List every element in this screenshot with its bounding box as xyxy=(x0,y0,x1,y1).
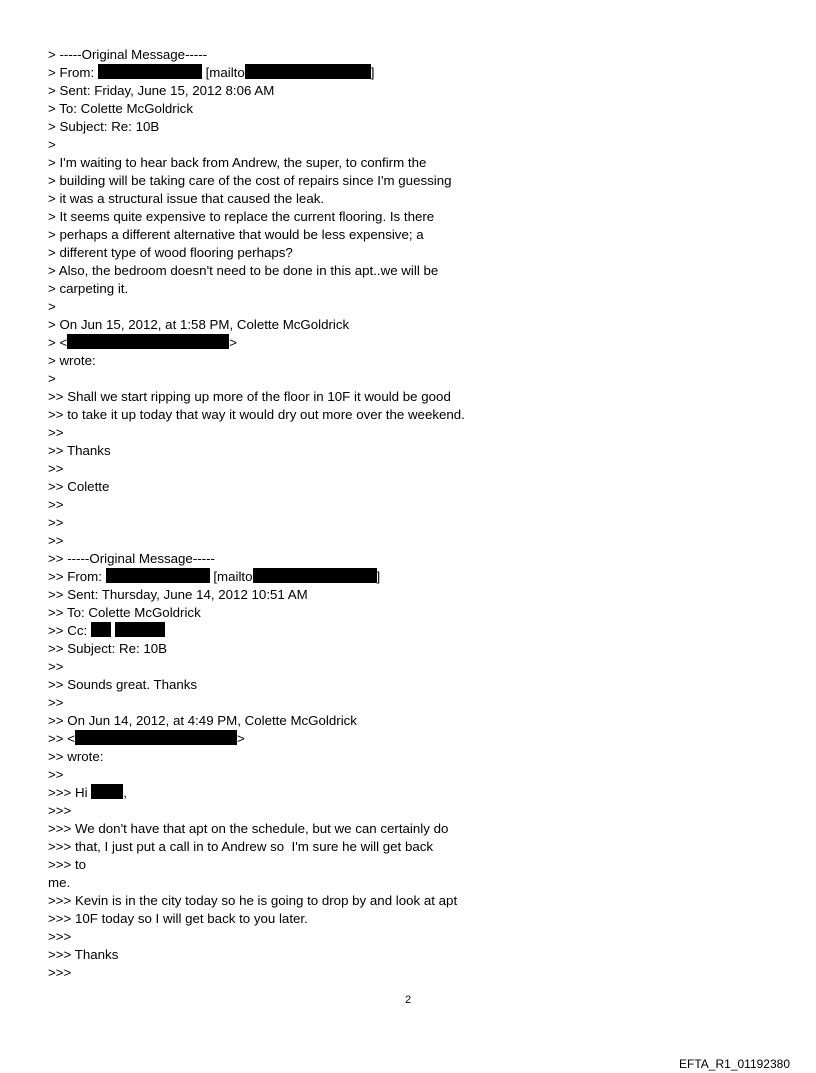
text-line: >> Shall we start ripping up more of the floor in 10F it would be good xyxy=(48,389,451,404)
text-segment: [mailto xyxy=(213,569,253,584)
text-line: >> wrote: xyxy=(48,749,104,764)
text-line: >> xyxy=(48,695,64,710)
text-line: > Sent: Friday, June 15, 2012 8:06 AM xyxy=(48,83,275,98)
text-segment: > xyxy=(229,335,237,350)
text-line: >> xyxy=(48,515,64,530)
text-segment: ] xyxy=(370,65,375,80)
text-line: >> xyxy=(48,425,64,440)
text-line: > Subject: Re: 10B xyxy=(48,119,160,134)
text-line: >> -----Original Message----- xyxy=(48,551,215,566)
text-segment: > < xyxy=(48,335,68,350)
text-line: >> Subject: Re: 10B xyxy=(48,641,168,656)
text-segment: > From: xyxy=(48,65,95,80)
text-line: >>> 10F today so I will get back to you later. xyxy=(48,911,308,926)
from-line xyxy=(48,64,788,82)
email-address-line xyxy=(48,730,788,748)
text-line: >> to take it up today that way it would dry out more over the weekend. xyxy=(48,407,465,422)
text-line: >>> We don't have that apt on the schedule, but we can certainly do xyxy=(48,821,449,836)
email-address-line xyxy=(48,334,788,352)
text-line: >> Sounds great. Thanks xyxy=(48,677,198,692)
text-line: > carpeting it. xyxy=(48,281,129,296)
redaction-block xyxy=(245,64,371,79)
text-line: > On Jun 15, 2012, at 1:58 PM, Colette McGoldrick xyxy=(48,317,350,332)
text-line: >> xyxy=(48,767,64,782)
text-line: >> xyxy=(48,533,64,548)
email-thread-body xyxy=(48,46,788,982)
text-line: >>> Thanks xyxy=(48,947,119,962)
page-number: 2 xyxy=(404,994,412,1006)
text-segment: >>> Hi xyxy=(48,785,88,800)
text-line: >> On Jun 14, 2012, at 4:49 PM, Colette McGoldrick xyxy=(48,713,357,728)
bates-number: EFTA_R1_01192380 xyxy=(679,1057,790,1071)
text-line: > -----Original Message----- xyxy=(48,47,208,62)
text-segment: >> < xyxy=(48,731,75,746)
text-line: > Also, the bedroom doesn't need to be done in this apt..we will be xyxy=(48,263,439,278)
text-line: > It seems quite expensive to replace the current flooring. Is there xyxy=(48,209,435,224)
text-line: > different type of wood flooring perhaps? xyxy=(48,245,293,260)
text-segment: ] xyxy=(376,569,381,584)
text-line: >> To: Colette McGoldrick xyxy=(48,605,201,620)
redaction-block xyxy=(98,64,202,79)
text-line: > it was a structural issue that caused the leak. xyxy=(48,191,325,206)
text-segment: , xyxy=(123,785,127,800)
text-line: >>> that, I just put a call in to Andrew so I'm sure he will get back xyxy=(48,839,434,854)
text-line: > perhaps a different alternative that would be less expensive; a xyxy=(48,227,424,242)
redaction-block xyxy=(75,730,237,745)
text-line: >> xyxy=(48,659,64,674)
redaction-block xyxy=(106,568,210,583)
redaction-block xyxy=(91,784,123,799)
text-segment: [mailto xyxy=(205,65,245,80)
text-line: > xyxy=(48,137,56,152)
cc-line xyxy=(48,622,788,640)
text-line: > building will be taking care of the cost of repairs since I'm guessing xyxy=(48,173,452,188)
greeting-line xyxy=(48,784,788,802)
text-line: > xyxy=(48,371,56,386)
redaction-block xyxy=(115,622,165,637)
text-line: >> Sent: Thursday, June 14, 2012 10:51 AM xyxy=(48,587,308,602)
text-segment: > xyxy=(237,731,245,746)
text-line: >>> to xyxy=(48,857,87,872)
text-line: >>> Kevin is in the city today so he is going to drop by and look at apt xyxy=(48,893,458,908)
redaction-block xyxy=(67,334,229,349)
text-line: > xyxy=(48,299,56,314)
text-line: >>> xyxy=(48,965,72,980)
text-line: >>> xyxy=(48,803,72,818)
text-line: > I'm waiting to hear back from Andrew, the super, to confirm the xyxy=(48,155,427,170)
text-line: > To: Colette McGoldrick xyxy=(48,101,193,116)
redaction-block xyxy=(91,622,111,637)
text-segment: >> From: xyxy=(48,569,102,584)
text-line: me. xyxy=(48,875,71,890)
text-line: >> Thanks xyxy=(48,443,111,458)
redaction-block xyxy=(253,568,377,583)
text-line: >> xyxy=(48,497,64,512)
text-line: > wrote: xyxy=(48,353,96,368)
text-line: >> xyxy=(48,461,64,476)
text-segment: >> Cc: xyxy=(48,623,88,638)
from-line xyxy=(48,568,788,586)
text-line: >> Colette xyxy=(48,479,110,494)
text-line: >>> xyxy=(48,929,72,944)
